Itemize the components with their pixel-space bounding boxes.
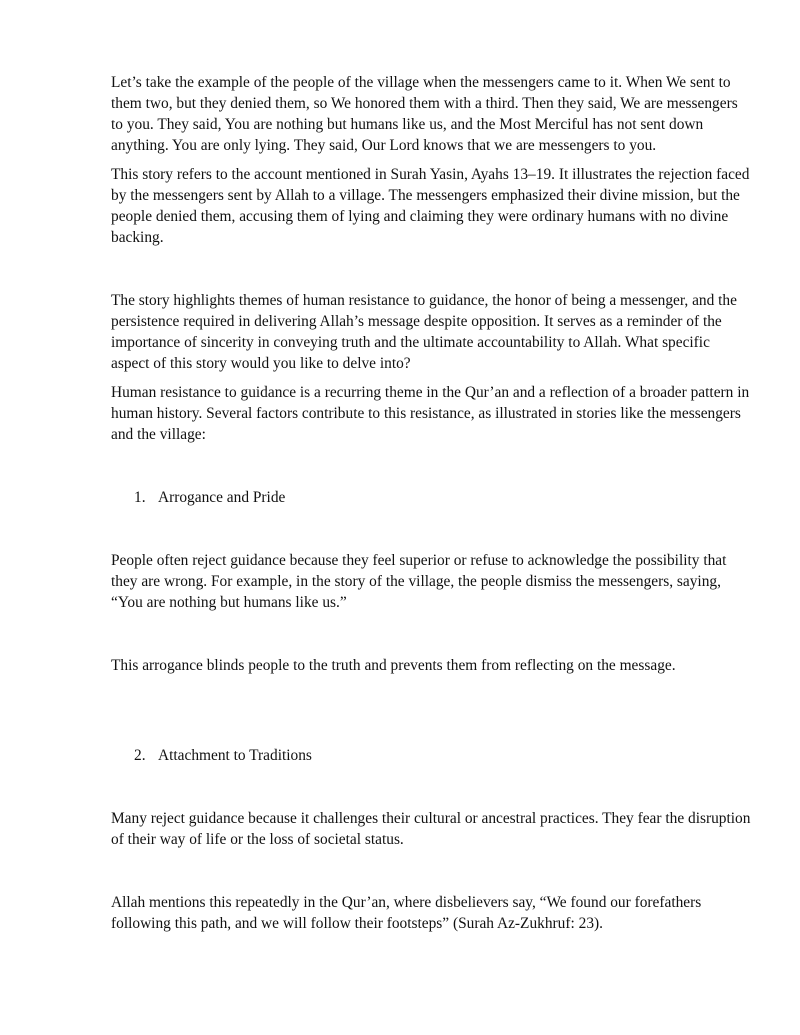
paragraph-forefathers-quote: Allah mentions this repeatedly in the Qur’an, where disbelievers say, “We found our forefathers following this path, and we will follow their footsteps” (Surah Az-Zukhruf: 23).	[111, 894, 702, 932]
list-item-label: Attachment to Traditions	[158, 747, 312, 764]
paragraph-arrogance-explanation: People often reject guidance because they feel superior or refuse to acknowledge the possibility that they are wrong. For example, in the story of the village, the people dismiss the messengers, saying, “You are nothing but humans like us.”	[111, 552, 727, 611]
paragraph-arrogance-blinds: This arrogance blinds people to the truth and prevents them from reflecting on the message.	[111, 657, 676, 674]
paragraph-human-resistance: Human resistance to guidance is a recurring theme in the Qur’an and a reflection of a broader pattern in human history. Several factors contribute to this resistance, as illustrated in stories like the messengers and the village:	[111, 384, 750, 443]
paragraph-surah-yasin-account: This story refers to the account mentioned in Surah Yasin, Ayahs 13–19. It illustrates the rejection faced by the messengers sent by Allah to a village. The messengers emphasized their divine mission, but the people denied them, accusing them of lying and claiming they were ordinary humans with no divine backing.	[111, 166, 750, 246]
paragraph-village-example: Let’s take the example of the people of the village when the messengers came to it. When We sent to them two, but they denied them, so We honored them with a third. Then they said, We are messengers to you. They said, You are nothing but humans like us, and the Most Merciful has not sent down anything. You are only lying. They said, Our Lord knows that we are messengers to you.	[111, 74, 738, 154]
list-item-arrogance	[111, 487, 751, 508]
document-page	[111, 72, 751, 934]
list-item-traditions	[111, 745, 751, 766]
paragraph-story-themes: The story highlights themes of human resistance to guidance, the honor of being a messenger, and the persistence required in delivering Allah’s message despite opposition. It serves as a reminder of the importance of sincerity in conveying truth and the ultimate accountability to Allah. What specific aspect of this story would you like to delve into?	[111, 292, 737, 372]
list-item-number: 1.	[134, 489, 146, 506]
list-item-label: Arrogance and Pride	[158, 489, 286, 506]
list-item-number: 2.	[134, 747, 146, 764]
paragraph-traditions-explanation: Many reject guidance because it challenges their cultural or ancestral practices. They fear the disruption of their way of life or the loss of societal status.	[111, 810, 751, 848]
